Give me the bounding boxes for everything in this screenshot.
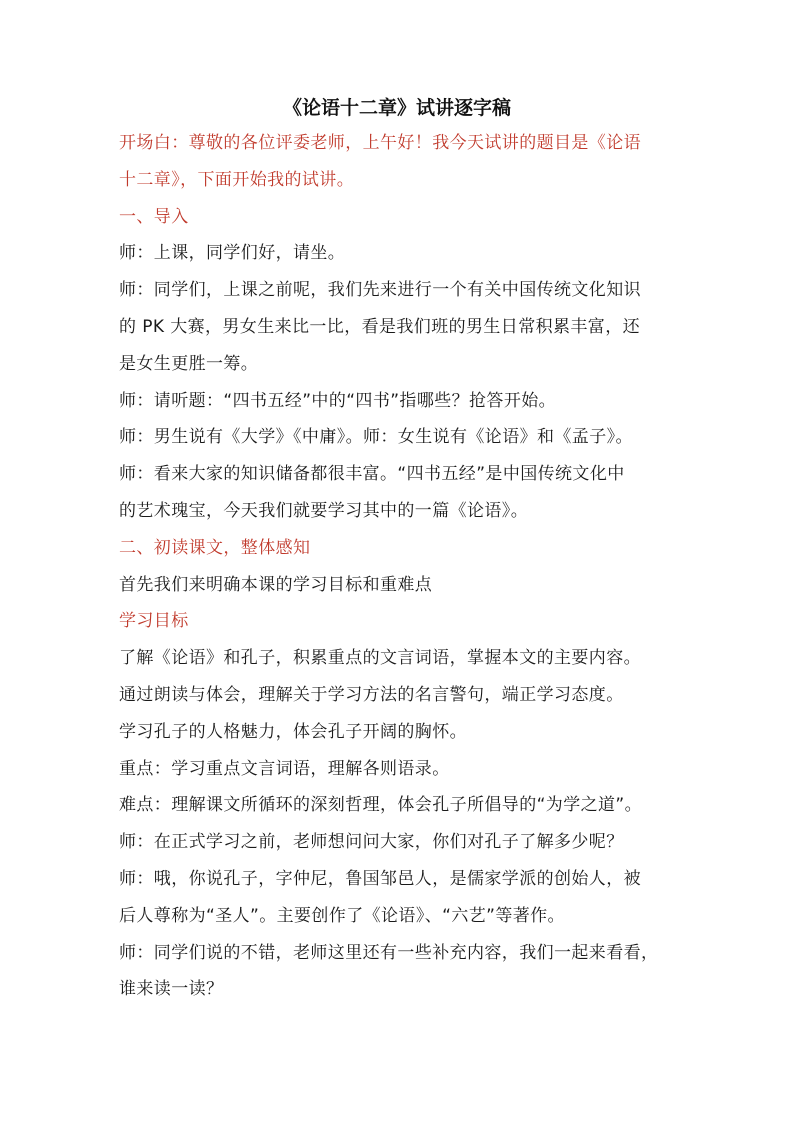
document-title: 《论语十二章》试讲逐字稿 [282, 97, 511, 119]
section-heading-line: 十二章》，下面开始我的试讲。 [119, 169, 355, 190]
body-text-line: 师：在正式学习之前，老师想问问大家，你们对孔子了解多少呢？ [119, 832, 624, 853]
body-text-line: 师：男生说有《大学》《中庸》。师：女生说有《论语》和《孟子》。 [119, 427, 633, 448]
section-heading-line: 一、导入 [119, 206, 189, 227]
body-text-line: 重点：学习重点文言词语，理解各则语录。 [119, 758, 450, 779]
body-text-line: 学习孔子的人格魅力，体会孔子开阔的胸怀。 [119, 721, 467, 742]
body-text-line: 师：看来大家的知识储备都很丰富。“四书五经”是中国传统文化中 [119, 464, 625, 485]
body-text-line: 通过朗读与体会，理解关于学习方法的名言警句，端正学习态度。 [119, 684, 624, 705]
body-text-line: 师：哦，你说孔子，字仲尼，鲁国邹邑人，是儒家学派的创始人，被 [119, 868, 641, 889]
body-text-line: 难点：理解课文所循环的深刻哲理，体会孔子所倡导的“为学之道”。 [119, 795, 643, 816]
body-text-line: 师：上课，同学们好，请坐。 [119, 243, 346, 264]
body-text-line: 后人尊称为“圣人”。主要创作了《论语》、“六艺”等著作。 [119, 905, 565, 926]
body-text-line: 了解《论语》和孔子，积累重点的文言词语，掌握本文的主要内容。 [119, 648, 641, 669]
section-heading-line: 学习目标 [119, 611, 189, 632]
body-text-line: 师：同学们，上课之前呢，我们先来进行一个有关中国传统文化知识 [119, 280, 641, 301]
document-body [119, 131, 695, 1014]
section-heading-line: 开场白：尊敬的各位评委老师，上午好！我今天试讲的题目是《论语 [119, 133, 641, 153]
body-text-line: 的 PK 大赛，男女生来比一比，看是我们班的男生日常积累丰富，还 [119, 316, 641, 337]
section-heading-line: 二、初读课文，整体感知 [119, 537, 311, 558]
body-text-line: 的艺术瑰宝，今天我们就要学习其中的一篇《论语》。 [119, 500, 529, 521]
body-text-line: 师：同学们说的不错，老师这里还有一些补充内容，我们一起来看看， [119, 942, 659, 963]
body-text-line: 谁来读一读？ [119, 979, 224, 1000]
body-text-line: 是女生更胜一筹。 [119, 353, 259, 374]
body-text-line: 师：请听题：“四书五经”中的“四书”指哪些？抢答开始。 [119, 390, 557, 411]
body-text-line: 首先我们来明确本课的学习目标和重难点 [119, 574, 433, 595]
